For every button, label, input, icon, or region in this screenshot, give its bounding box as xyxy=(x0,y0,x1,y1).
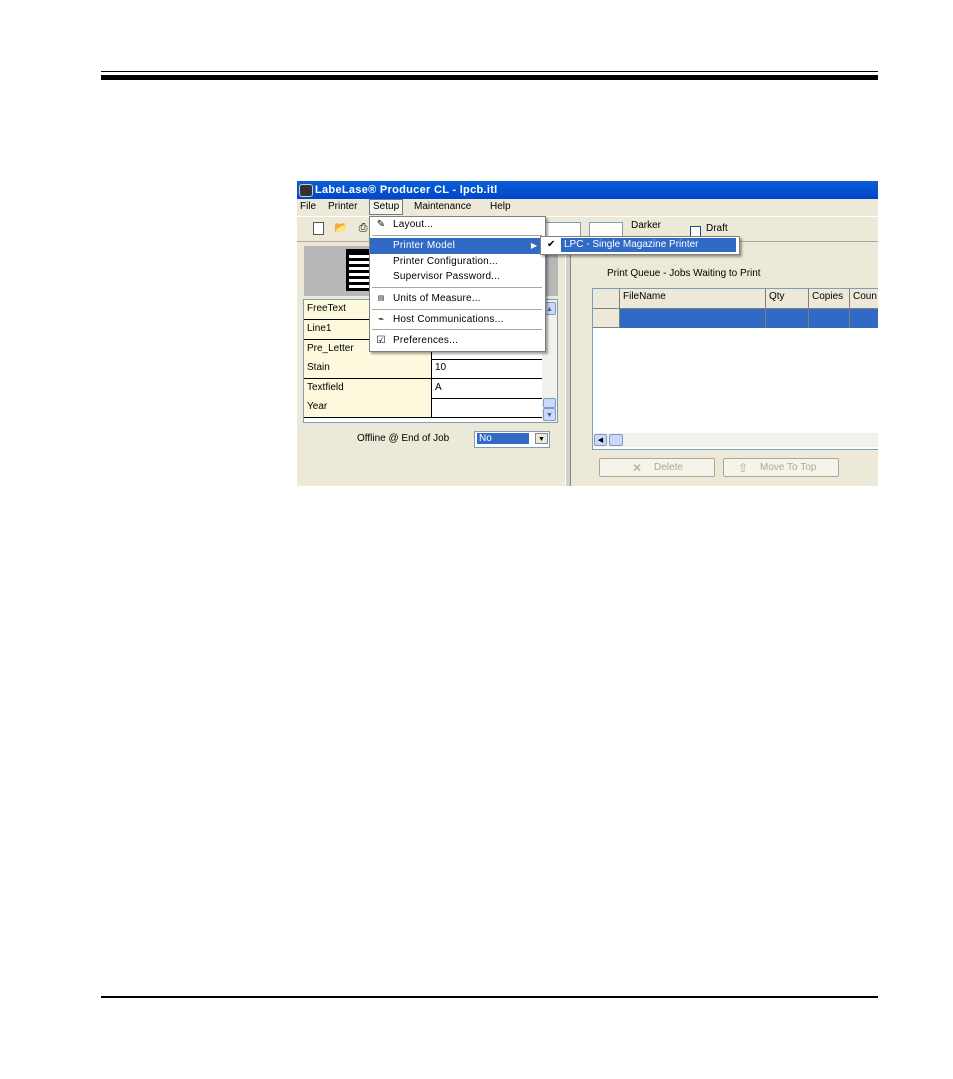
ruler-icon: ▤ xyxy=(377,295,385,302)
field-name: Line1 xyxy=(304,320,432,339)
queue-column-header[interactable]: Qty xyxy=(766,289,809,309)
cable-icon: ⌁ xyxy=(377,314,385,325)
pencil-icon: ✎ xyxy=(376,219,386,230)
field-value[interactable]: A xyxy=(435,382,442,393)
menu-bar xyxy=(297,199,878,215)
scroll-down-icon[interactable]: ▼ xyxy=(543,408,556,421)
menu-item-printer-configuration[interactable]: Printer Configuration... xyxy=(393,256,498,267)
check-icon: ✔ xyxy=(547,239,556,250)
move-to-top-label: Move To Top xyxy=(760,462,817,473)
window-title: LabeLase® Producer CL - lpcb.itl xyxy=(315,184,498,196)
submenu-item-lpc-single-magazine[interactable] xyxy=(541,237,739,254)
queue-column-header[interactable]: Copies xyxy=(809,289,850,309)
field-name: Stain xyxy=(304,359,432,378)
app-window xyxy=(297,181,878,486)
delete-button-label: Delete xyxy=(654,462,683,473)
scroll-up-icon[interactable]: ▲ xyxy=(543,302,556,315)
setup-menu xyxy=(369,216,546,352)
queue-title: Print Queue - Jobs Waiting to Print xyxy=(607,268,761,279)
scroll-thumb[interactable] xyxy=(543,398,556,408)
print-icon[interactable]: ⎙ xyxy=(358,222,368,234)
offline-label: Offline @ End of Job xyxy=(357,433,450,444)
menu-item-printer-model[interactable]: Printer Model ▶ xyxy=(370,238,545,254)
field-row[interactable] xyxy=(304,359,542,379)
field-name: Textfield xyxy=(304,379,432,398)
submenu-item-label: LPC - Single Magazine Printer xyxy=(564,239,699,250)
queue-hscrollbar[interactable] xyxy=(593,433,878,447)
offline-selected-value: No xyxy=(477,433,529,444)
darker-label: Darker xyxy=(631,220,662,231)
menu-separator xyxy=(372,287,542,288)
queue-cell[interactable] xyxy=(620,309,766,328)
queue-column-header[interactable]: Coun xyxy=(850,289,878,309)
submenu-arrow-icon: ▶ xyxy=(530,241,537,250)
queue-cell[interactable] xyxy=(850,309,878,328)
footer-rule xyxy=(101,996,878,998)
table-row[interactable] xyxy=(593,309,878,328)
menu-item-units-of-measure[interactable]: ▤ Units of Measure... xyxy=(370,291,545,307)
menu-file[interactable]: File xyxy=(300,201,317,212)
field-row[interactable] xyxy=(304,379,542,399)
menu-item-host-communications[interactable]: ⌁ Host Communications... xyxy=(370,312,545,328)
printer-model-submenu xyxy=(540,236,740,255)
field-name: FreeText xyxy=(304,300,432,319)
menu-separator xyxy=(372,309,542,310)
field-value[interactable]: 10 xyxy=(435,362,447,373)
header-rule xyxy=(101,75,878,80)
draft-label: Draft xyxy=(706,223,728,234)
menu-item-supervisor-password[interactable]: Supervisor Password... xyxy=(393,271,501,282)
field-row[interactable] xyxy=(304,398,542,418)
header-rule-thin xyxy=(101,71,878,72)
print-queue-grid xyxy=(592,288,878,450)
title-bar[interactable] xyxy=(297,181,878,199)
menu-setup[interactable]: Setup xyxy=(369,199,403,215)
menu-maintenance[interactable]: Maintenance xyxy=(414,201,472,212)
menu-printer[interactable]: Printer xyxy=(328,201,358,212)
arrow-up-icon: ⇧ xyxy=(738,461,749,475)
queue-row-header[interactable] xyxy=(593,309,620,328)
field-name: Year xyxy=(304,398,432,417)
menu-separator xyxy=(372,329,542,330)
scroll-thumb[interactable] xyxy=(609,434,623,446)
delete-button[interactable] xyxy=(599,458,715,477)
new-file-icon[interactable] xyxy=(313,222,324,235)
offline-select[interactable] xyxy=(474,431,550,448)
chevron-down-icon[interactable]: ▼ xyxy=(535,433,548,444)
queue-cell[interactable] xyxy=(766,309,809,328)
checklist-icon: ☑ xyxy=(376,335,386,346)
move-to-top-button[interactable] xyxy=(723,458,839,477)
pane-splitter[interactable] xyxy=(565,241,571,486)
queue-corner-header xyxy=(593,289,620,309)
menu-help[interactable]: Help xyxy=(490,201,511,212)
field-name: Pre_Letter xyxy=(304,340,432,359)
queue-column-header[interactable]: FileName xyxy=(620,289,766,309)
queue-cell[interactable] xyxy=(809,309,850,328)
scroll-left-icon[interactable]: ◀ xyxy=(594,434,607,446)
menu-item-layout[interactable]: ✎ Layout... xyxy=(370,217,545,233)
app-icon xyxy=(299,184,313,197)
open-folder-icon[interactable]: 📂 xyxy=(334,222,348,234)
delete-x-icon: ✕ xyxy=(632,461,643,475)
menu-separator xyxy=(372,235,542,236)
menu-item-preferences[interactable]: ☑ Preferences... xyxy=(370,333,545,349)
